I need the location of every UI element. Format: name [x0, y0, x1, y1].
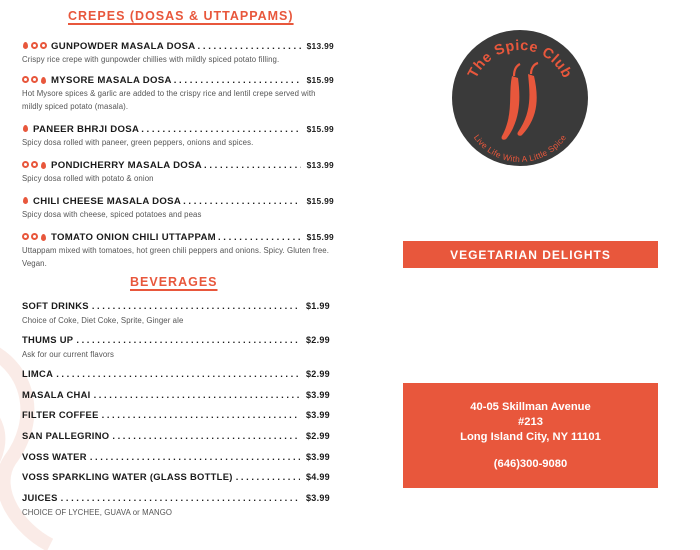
dot-leader	[204, 160, 301, 171]
dot-leader	[141, 124, 300, 135]
round-icon	[40, 42, 47, 49]
logo-name: The Spice Club	[465, 37, 575, 81]
item-description: Spicy dosa rolled with potato & onion	[22, 174, 154, 183]
pepper-icon	[40, 76, 47, 84]
item-price: $1.99	[305, 301, 330, 311]
dot-leader	[112, 430, 300, 441]
spice-icons	[22, 233, 47, 241]
spice-icons	[22, 76, 47, 84]
crepe-item	[22, 75, 334, 113]
beverage-item	[22, 430, 330, 441]
crepe-item	[22, 41, 334, 66]
spice-icons	[22, 161, 47, 169]
item-description: Spicy dosa with cheese, spiced potatoes and peas	[22, 210, 202, 219]
address-street: 40-05 Skillman Avenue	[470, 400, 591, 413]
pepper-icon	[40, 233, 47, 241]
pepper-icon	[22, 41, 29, 49]
crepe-item	[22, 196, 334, 221]
dot-leader	[90, 451, 300, 462]
item-name: THUMS UP	[22, 334, 74, 345]
item-name: VOSS SPARKLING WATER (GLASS BOTTLE)	[22, 471, 233, 482]
pepper-icon	[22, 124, 29, 132]
beverage-item	[22, 368, 330, 379]
spice-icons	[22, 124, 29, 132]
item-price: $3.99	[305, 410, 330, 420]
dot-leader	[174, 75, 301, 86]
item-price: $3.99	[305, 452, 330, 462]
dot-leader	[94, 389, 300, 400]
address-city: Long Island City, NY 11101	[460, 430, 601, 443]
beverage-item	[22, 334, 330, 361]
item-price: $15.99	[306, 196, 334, 206]
round-icon	[22, 161, 29, 168]
round-icon	[31, 161, 38, 168]
pepper-icon	[40, 161, 47, 169]
beverage-item	[22, 300, 330, 327]
dot-leader	[236, 471, 300, 482]
dot-leader	[76, 334, 300, 345]
spice-club-logo	[450, 28, 590, 168]
crepe-item	[22, 124, 334, 149]
item-name: TOMATO ONION CHILI UTTAPPAM	[51, 232, 216, 243]
item-name: PONDICHERRY MASALA DOSA	[51, 160, 202, 171]
dot-leader	[183, 196, 300, 207]
item-description: Spicy dosa rolled with paneer, green peppers, onions and spices.	[22, 138, 254, 147]
item-name: SOFT DRINKS	[22, 300, 89, 311]
round-icon	[31, 233, 38, 240]
item-price: $4.99	[305, 472, 330, 482]
crepe-item	[22, 232, 334, 270]
item-name: LIMCA	[22, 368, 54, 379]
item-description: CHOICE OF LYCHEE, GUAVA or MANGO	[22, 508, 173, 517]
item-name: SAN PALLEGRINO	[22, 430, 110, 441]
item-name: MYSORE MASALA DOSA	[51, 75, 172, 86]
item-description: Crispy rice crepe with gunpowder chillies with mildly spiced potato filling.	[22, 55, 280, 64]
item-price: $2.99	[305, 369, 330, 379]
beverage-item	[22, 389, 330, 400]
spice-icons	[22, 41, 47, 49]
item-price: $15.99	[306, 75, 334, 85]
item-description: Ask for our current flavors	[22, 350, 114, 359]
item-price: $3.99	[305, 390, 330, 400]
item-name: VOSS WATER	[22, 451, 87, 462]
address-suite: #213	[518, 415, 543, 428]
dot-leader	[56, 368, 300, 379]
item-name: FILTER COFFEE	[22, 409, 99, 420]
item-price: $15.99	[306, 124, 334, 134]
item-name: PANEER BHRJI DOSA	[33, 124, 140, 135]
beverage-item	[22, 492, 330, 519]
round-icon	[22, 233, 29, 240]
beverage-item	[22, 451, 330, 462]
item-name: CHILI CHEESE MASALA DOSA	[33, 196, 182, 207]
dot-leader	[218, 232, 301, 243]
vegetarian-delights-banner: VEGETARIAN DELIGHTS	[403, 241, 658, 268]
dot-leader	[92, 300, 300, 311]
beverage-item	[22, 409, 330, 420]
item-description: Hot Mysore spices & garlic are added to the crispy rice and lentil crepe served with mildly spiced potato (masala).	[22, 89, 316, 111]
address-box	[403, 383, 658, 488]
item-description: Choice of Coke, Diet Coke, Sprite, Ginger ale	[22, 316, 184, 325]
spice-icons	[22, 196, 29, 204]
round-icon	[31, 42, 38, 49]
logo-tagline: Live Life With A Little Spice	[471, 132, 569, 165]
dot-leader	[198, 41, 301, 52]
beverages-section-title: BEVERAGES	[130, 275, 218, 289]
crepe-item	[22, 160, 334, 185]
round-icon	[31, 76, 38, 83]
item-description: Uttappam mixed with tomatoes, hot green chili peppers and onions. Spicy. Gluten free. Vegan.	[22, 246, 329, 268]
item-price: $13.99	[306, 41, 334, 51]
item-name: JUICES	[22, 492, 58, 503]
pepper-icon	[22, 196, 29, 204]
item-name: MASALA CHAI	[22, 389, 91, 400]
crepes-section-title: CREPES (DOSAS & UTTAPPAMS)	[68, 9, 294, 23]
item-price: $15.99	[306, 232, 334, 242]
item-name: GUNPOWDER MASALA DOSA	[51, 41, 196, 52]
round-icon	[22, 76, 29, 83]
beverage-item	[22, 471, 330, 482]
dot-leader	[61, 492, 300, 503]
item-price: $2.99	[305, 431, 330, 441]
phone-number: (646)300-9080	[493, 457, 568, 470]
item-price: $3.99	[305, 493, 330, 503]
item-price: $2.99	[305, 335, 330, 345]
item-price: $13.99	[306, 160, 334, 170]
dot-leader	[102, 409, 300, 420]
